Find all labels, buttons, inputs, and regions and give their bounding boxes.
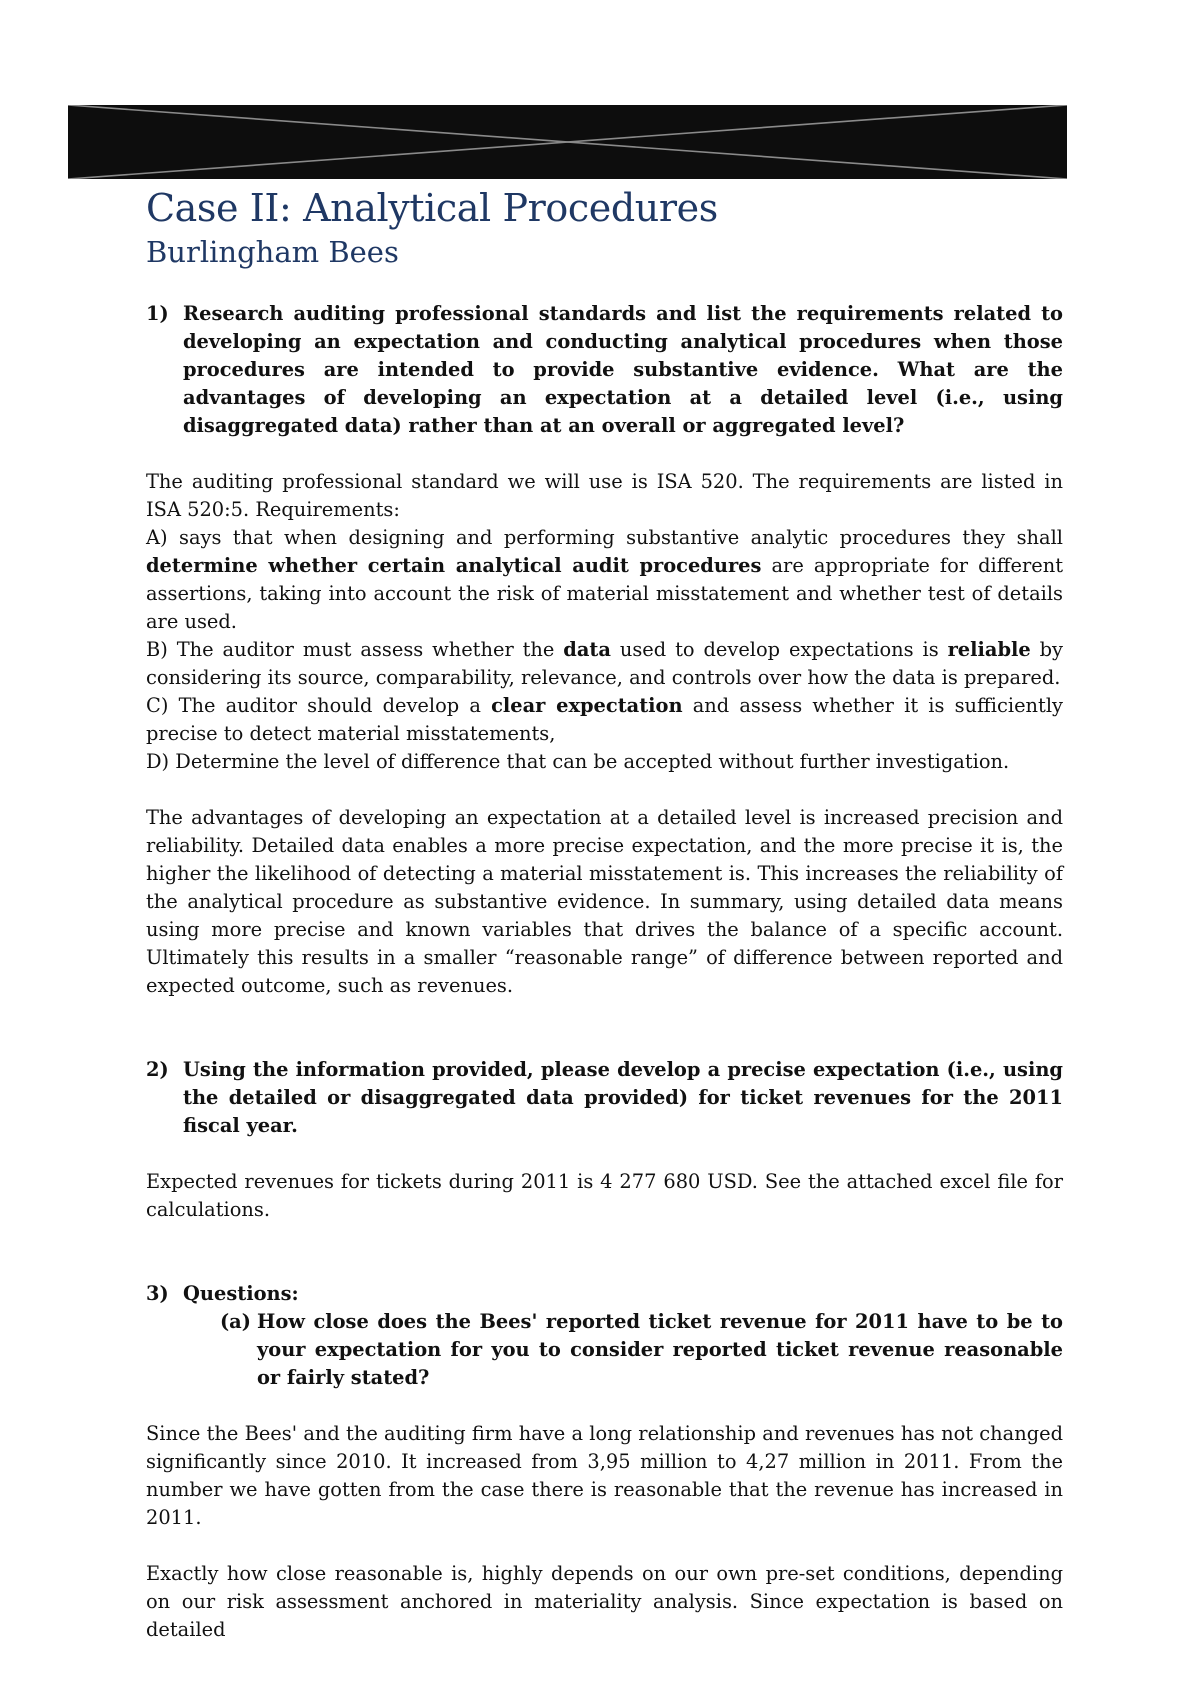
question-2-number: 2) <box>146 1058 169 1081</box>
question-3a-text: How close does the Bees' reported ticket revenue for 2011 have to be to your expectation for you to consider reported ticket revenue reasonable or fairly stated? <box>257 1310 1063 1389</box>
question-3-text: Questions: <box>183 1282 299 1305</box>
requirement-c: C) The auditor should develop a clear expectation and assess whether it is sufficiently precise to detect material misstatements, <box>146 694 1063 745</box>
requirement-a: A) says that when designing and performing substantive analytic procedures they shall determine whether certain analytical audit procedures are appropriate for different assertions, taking into account the risk of material misstatement and whether test of details are used. <box>146 526 1063 633</box>
question-1-text: Research auditing professional standards and list the requirements related to developing an expectation and conducting analytical procedures when those procedures are intended to provide substantive evidence. What are the advantages of developing an expectation at a detailed level (i.e., using disaggregated data) rather than at an overall or aggregated level? <box>183 302 1063 437</box>
document-title: Case II: Analytical Procedures <box>146 186 718 230</box>
requirement-d: D) Determine the level of difference that can be accepted without further investigation. <box>146 750 1010 773</box>
document-body <box>146 300 1063 1644</box>
answer-1-intro: The auditing professional standard we will use is ISA 520. The requirements are listed in ISA 520:5. Requirements: <box>146 470 1063 521</box>
requirement-b: B) The auditor must assess whether the data used to develop expectations is reliable by considering its source, comparability, relevance, and controls over how the data is prepared. <box>146 638 1063 689</box>
answer-1-advantages: The advantages of developing an expectation at a detailed level is increased precision and reliability. Detailed data enables a more precise expectation, and the more precise it is, the higher the likelihood of detecting a material misstatement is. This increases the reliability of the analytical procedure as substantive evidence. In summary, using detailed data means using more precise and known variables that drives the balance of a specific account. Ultimately this results in a smaller “reasonable range” of difference between reported and expected outcome, such as revenues. <box>146 806 1063 997</box>
answer-3-paragraph-1: Since the Bees' and the auditing firm have a long relationship and revenues has not changed significantly since 2010. It increased from 3,95 million to 4,27 million in 2011. From the number we have gotten from the case there is reasonable that the revenue has increased in 2011. <box>146 1422 1063 1529</box>
document-subtitle: Burlingham Bees <box>146 235 399 269</box>
question-2-text: Using the information provided, please develop a precise expectation (i.e., using the detailed or disaggregated data provided) for ticket revenues for the 2011 fiscal year. <box>183 1058 1063 1137</box>
question-3a-number: (a) <box>220 1310 251 1333</box>
question-1-number: 1) <box>146 302 169 325</box>
question-3-number: 3) <box>146 1282 169 1305</box>
question-3 <box>146 1280 1063 1308</box>
header-banner <box>68 105 1067 179</box>
question-2 <box>146 1056 1063 1140</box>
question-3a <box>220 1308 1063 1392</box>
question-1 <box>146 300 1063 440</box>
answer-2: Expected revenues for tickets during 2011 is 4 277 680 USD. See the attached excel file for calculations. <box>146 1170 1063 1221</box>
answer-3-paragraph-2: Exactly how close reasonable is, highly depends on our own pre-set conditions, depending on our risk assessment anchored in materiality analysis. Since expectation is based on detailed <box>146 1562 1063 1641</box>
